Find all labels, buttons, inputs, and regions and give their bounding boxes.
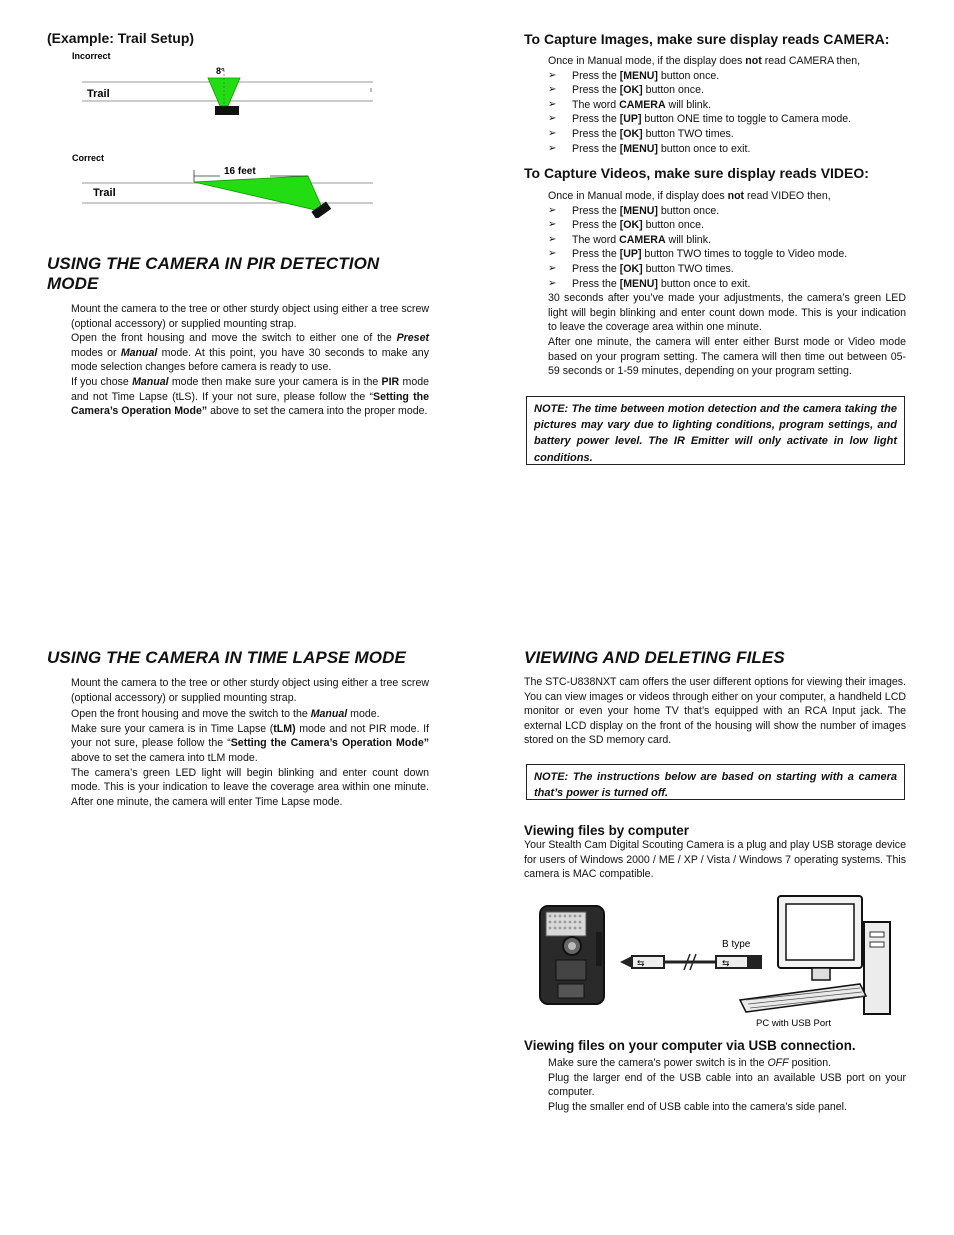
viewing-usb-heading: Viewing files on your computer via USB connection. xyxy=(524,1038,856,1053)
usb-connection-illustration xyxy=(534,892,898,1032)
timelapse-p3: Make sure your camera is in Time Lapse (tLM) mode and not PIR mode. If your not sure, please follow the “Setting the Camera’s Operation Mode” above to set the camera into tLM mode. xyxy=(71,722,430,764)
viewing-usb-section xyxy=(524,1038,908,1114)
list-item: ➢ The word CAMERA will blink. xyxy=(548,233,711,246)
list-item: ➢ Press the [OK] button TWO times. xyxy=(548,262,734,275)
correct-label: Correct xyxy=(72,153,105,163)
capture-videos-intro: Once in Manual mode, if display does not read VIDEO then, xyxy=(548,190,831,202)
timelapse-mode-title: USING THE CAMERA IN TIME LAPSE MODE xyxy=(47,648,406,667)
usb-p1: Make sure the camera’s power switch is in the OFF position. xyxy=(548,1057,832,1069)
timelapse-p1: Mount the camera to the tree or other sturdy object using either a tree screw (optional accessory) or supplied mounting strap. xyxy=(71,677,429,704)
capture-videos-p2: After one minute, the camera will enter either Burst mode or Video mode based on your program setting. The camera will then time out between 05-59 seconds or 1-59 minutes, depending on your program setting. xyxy=(548,335,906,378)
trail-setup-diagram xyxy=(60,48,390,218)
timelapse-mode-section xyxy=(47,648,431,809)
usb-cable-icon xyxy=(620,939,762,970)
list-item: ➢ Press the [OK] button TWO times. xyxy=(548,127,734,140)
bullet-arrow-icon: ➢ xyxy=(548,204,557,216)
incorrect-trail-label: Trail xyxy=(87,88,110,100)
trail-example-heading: (Example: Trail Setup) xyxy=(47,30,195,46)
capture-videos-heading: To Capture Videos, make sure display reads VIDEO: xyxy=(524,165,869,181)
list-item: ➢ The word CAMERA will blink. xyxy=(548,98,711,111)
list-item: ➢ Press the [OK] button once. xyxy=(548,219,704,232)
trail-example-section xyxy=(47,30,437,46)
list-item: ➢ Press the [MENU] button once. xyxy=(548,204,720,217)
bullet-arrow-icon: ➢ xyxy=(548,98,557,110)
bullet-arrow-icon: ➢ xyxy=(548,127,557,139)
bullet-arrow-icon: ➢ xyxy=(548,219,557,231)
bullet-arrow-icon: ➢ xyxy=(548,277,557,289)
viewing-computer-heading: Viewing files by computer xyxy=(524,823,689,838)
bullet-arrow-icon: ➢ xyxy=(548,84,557,96)
svg-text:⇆: ⇆ xyxy=(637,958,645,968)
list-item: ➢ Press the [UP] button ONE time to toggle to Camera mode. xyxy=(548,113,852,126)
timelapse-p2: Open the front housing and move the switch to the Manual mode. xyxy=(71,708,380,721)
pc-label: PC with USB Port xyxy=(756,1018,831,1029)
angle-label: 8° xyxy=(216,66,225,76)
capture-images-heading: To Capture Images, make sure display reads CAMERA: xyxy=(524,31,890,47)
incorrect-label: Incorrect xyxy=(72,51,111,61)
viewing-computer-p: Your Stealth Cam Digital Scouting Camera is a plug and play USB storage device for users of Windows 2000 / ME / XP / Vista / Windows 7 operating systems. This camera is MAC compatible. xyxy=(524,839,906,881)
list-item: ➢ Press the [MENU] button once to exit. xyxy=(548,277,751,290)
list-item: ➢ Press the [MENU] button once to exit. xyxy=(548,142,751,155)
note-motion-detection: NOTE: The time between motion detection and the camera taking the pictures may vary due to lighting conditions, program settings, and battery power level. The IR Emitter will only activate in low light conditions. xyxy=(526,396,905,465)
pir-p2: Open the front housing and move the switch to either one of the Preset modes or Manual mode. At this point, you have 30 seconds to make any mode selection changes before camera is ready to use. xyxy=(71,332,430,374)
trail-camera-icon xyxy=(540,906,604,1004)
distance-label: 16 feet xyxy=(224,166,256,177)
capture-videos-p1: 30 seconds after you’ve made your adjustments, the camera’s green LED light will begin blinking and enter count down mode. This is your indication to leave the coverage area within one minute. xyxy=(548,292,906,334)
pir-mode-section xyxy=(47,254,431,419)
bullet-arrow-icon: ➢ xyxy=(548,233,557,245)
viewing-p1: The STC-U838NXT cam offers the user different options for viewing their images. You can view images or videos through either on your computer, a handheld LCD monitor or even your home TV that’s equipped with an RCA Input jack. The external LCD display on the front of the housing will show the number of images stored on the SD memory card. xyxy=(524,676,906,747)
capture-images-steps xyxy=(548,69,906,157)
capture-videos-section xyxy=(524,165,908,379)
capture-images-section xyxy=(524,31,908,156)
bullet-arrow-icon: ➢ xyxy=(548,142,557,154)
pir-p3: If you chose Manual mode then make sure your camera is in the PIR mode and not Time Lapse (tLS). If your not sure, please follow the “Setting the Camera’s Operation Mode” above to set the camera into the proper mode. xyxy=(71,375,430,418)
usb-p2: Plug the larger end of the USB cable into an available USB port on your computer. xyxy=(548,1071,906,1099)
note-power-off: NOTE: The instructions below are based on starting with a camera that’s power is turned off. xyxy=(526,764,905,800)
pir-mode-title: USING THE CAMERA IN PIR DETECTION MODE xyxy=(47,254,380,293)
bullet-arrow-icon: ➢ xyxy=(548,248,557,260)
correct-detection-cone xyxy=(194,176,324,212)
bullet-arrow-icon: ➢ xyxy=(548,113,557,125)
pir-p1: Mount the camera to the tree or other sturdy object using either a tree screw (optional accessory) or supplied mounting strap. xyxy=(71,303,429,330)
incorrect-camera xyxy=(215,106,239,115)
viewing-computer-section xyxy=(524,823,908,882)
list-item: ➢ Press the [MENU] button once. xyxy=(548,69,720,82)
svg-text:⇆: ⇆ xyxy=(722,958,730,968)
viewing-section xyxy=(524,648,908,748)
usb-p3: Plug the smaller end of USB cable into the camera’s side panel. xyxy=(548,1100,847,1113)
capture-videos-steps xyxy=(548,204,906,292)
capture-images-intro: Once in Manual mode, if the display does not read CAMERA then, xyxy=(548,55,861,67)
list-item: ➢ Press the [OK] button once. xyxy=(548,84,704,97)
correct-trail-label: Trail xyxy=(93,187,116,199)
viewing-title: VIEWING AND DELETING FILES xyxy=(524,648,785,667)
bullet-arrow-icon: ➢ xyxy=(548,262,557,274)
bullet-arrow-icon: ➢ xyxy=(548,69,557,81)
list-item: ➢ Press the [UP] button TWO times to toggle to Video mode. xyxy=(548,248,848,261)
b-type-label: B type xyxy=(722,939,751,950)
timelapse-p4: The camera’s green LED light will begin blinking and enter count down mode. This is your indication to leave the coverage area within one minute. After one minute, the camera will enter Time Lapse mode. xyxy=(71,766,429,808)
pc-icon xyxy=(740,896,890,1029)
